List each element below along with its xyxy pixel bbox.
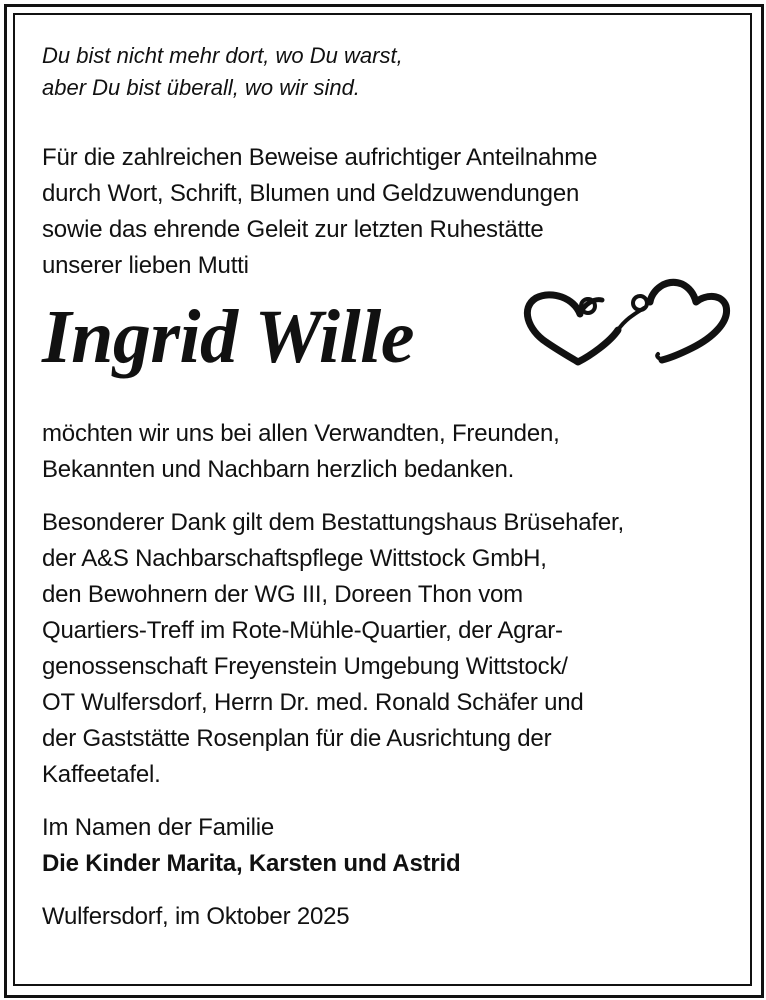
special-thanks-line-4: Quartiers-Treff im Rote-Mühle-Quartier, der Agrar- [42, 617, 563, 644]
signoff [42, 810, 732, 882]
place-date-line: Wulfersdorf, im Oktober 2025 [42, 903, 350, 930]
thanks-line-2: Bekannten und Nachbarn herzlich bedanken. [42, 456, 515, 483]
notice-content [42, 40, 732, 935]
special-thanks-line-8: Kaffeetafel. [42, 761, 161, 788]
quote-line-2: aber Du bist überall, wo wir sind. [42, 75, 360, 100]
memorial-quote [42, 40, 732, 104]
thanks-line-1: möchten wir uns bei allen Verwandten, Freunden, [42, 420, 560, 447]
two-hearts-icon [522, 268, 732, 378]
quote-line-1: Du bist nicht mehr dort, wo Du warst, [42, 43, 403, 68]
special-thanks-line-6: OT Wulfersdorf, Herrn Dr. med. Ronald Schäfer und [42, 689, 584, 716]
special-thanks-line-3: den Bewohnern der WG III, Doreen Thon vom [42, 581, 523, 608]
family-signature: Die Kinder Marita, Karsten und Astrid [42, 850, 461, 877]
intro-line-3: sowie das ehrende Geleit zur letzten Ruhestätte [42, 216, 544, 243]
intro-line-4: unserer lieben Mutti [42, 252, 249, 279]
thanks-paragraph [42, 416, 732, 488]
intro-paragraph [42, 140, 732, 284]
special-thanks-line-2: der A&S Nachbarschaftspflege Wittstock GmbH, [42, 545, 547, 572]
special-thanks-line-7: der Gaststätte Rosenplan für die Ausrichtung der [42, 725, 552, 752]
deceased-name: Ingrid Wille [42, 295, 414, 379]
intro-line-2: durch Wort, Schrift, Blumen und Geldzuwendungen [42, 180, 580, 207]
special-thanks-line-5: genossenschaft Freyenstein Umgebung Wittstock/ [42, 653, 568, 680]
special-thanks-paragraph [42, 505, 732, 793]
special-thanks-line-1: Besonderer Dank gilt dem Bestattungshaus Brüsehafer, [42, 509, 624, 536]
place-date [42, 899, 732, 935]
intro-line-1: Für die zahlreichen Beweise aufrichtiger Anteilnahme [42, 144, 598, 171]
deceased-name-row [42, 286, 732, 412]
on-behalf-line: Im Namen der Familie [42, 814, 275, 841]
